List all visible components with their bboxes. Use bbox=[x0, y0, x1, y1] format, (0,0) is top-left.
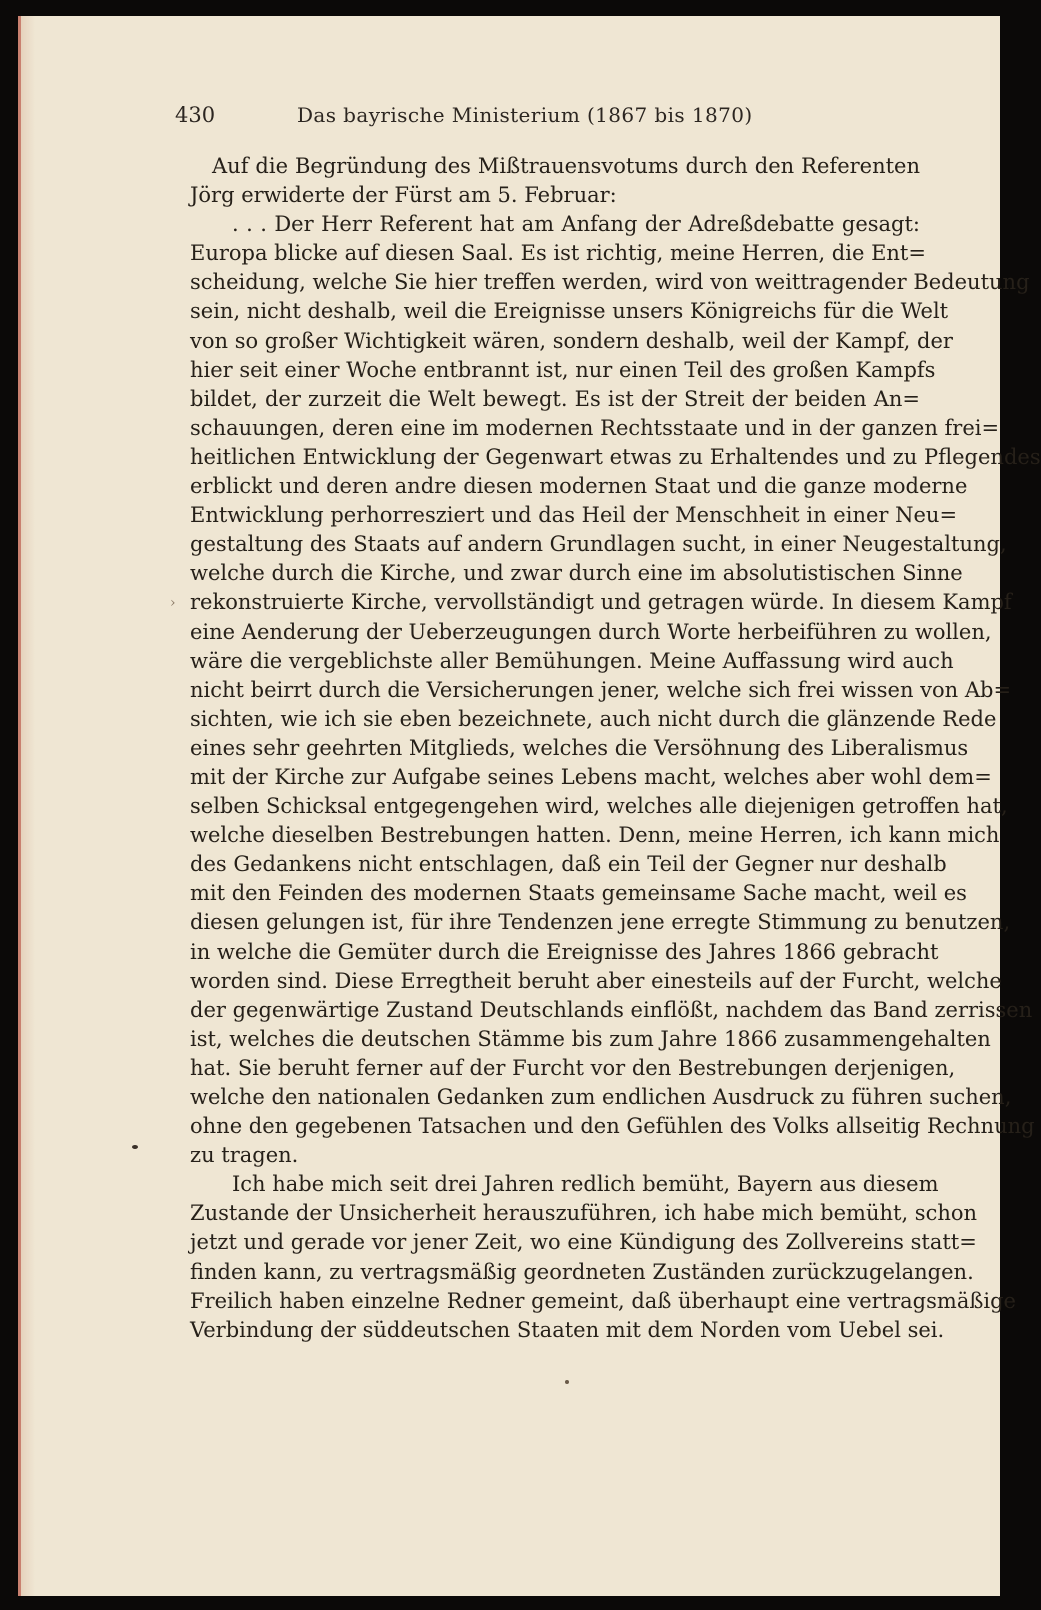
text-line: Ich habe mich seit drei Jahren redlich bemüht, Bayern aus diesem bbox=[232, 1172, 939, 1197]
text-line: bildet, der zurzeit die Welt bewegt. Es ist der Streit der beiden An= bbox=[190, 386, 920, 411]
text-line: selben Schicksal entgegengehen wird, welches alle diejenigen getroffen hat, bbox=[190, 794, 1008, 819]
text-line: wäre die vergeblichste aller Bemühungen. Meine Auffassung wird auch bbox=[190, 648, 954, 673]
text-line: worden sind. Diese Erregtheit beruht aber einesteils auf der Furcht, welche bbox=[190, 968, 1002, 993]
text-line: zu tragen. bbox=[190, 1143, 299, 1168]
text-line: mit den Feinden des modernen Staats gemeinsame Sache macht, weil es bbox=[190, 881, 967, 906]
text-line: erblickt und deren andre diesen modernen Staat und die ganze moderne bbox=[190, 474, 968, 499]
text-line: des Gedankens nicht entschlagen, daß ein Teil der Gegner nur deshalb bbox=[190, 852, 947, 877]
ink-speck bbox=[132, 1145, 138, 1149]
running-head: Das bayrische Ministerium (1867 bis 1870) bbox=[297, 103, 753, 127]
text-line: in welche die Gemüter durch die Ereignisse des Jahres 1866 gebracht bbox=[190, 939, 939, 964]
text-line: mit der Kirche zur Aufgabe seines Lebens macht, welches aber wohl dem= bbox=[190, 764, 992, 789]
text-line: Zustande der Unsicherheit herauszuführen, ich habe mich bemüht, schon bbox=[190, 1201, 978, 1226]
text-line: welche durch die Kirche, und zwar durch eine im absolutistischen Sinne bbox=[190, 561, 963, 586]
text-line: ohne den gegebenen Tatsachen und den Gefühlen des Volks allseitig Rechnung bbox=[190, 1114, 1035, 1139]
text-line: hier seit einer Woche entbrannt ist, nur einen Teil des großen Kampfs bbox=[190, 357, 936, 382]
text-line: welche dieselben Bestrebungen hatten. Denn, meine Herren, ich kann mich bbox=[190, 823, 1000, 848]
text-line: finden kann, zu vertragsmäßig geordneten Zuständen zurückzugelangen. bbox=[190, 1259, 974, 1284]
text-line: Auf die Begründung des Mißtrauensvotums durch den Referenten bbox=[212, 154, 920, 178]
text-line: sein, nicht deshalb, weil die Ereignisse unsers Königreichs für die Welt bbox=[190, 299, 949, 324]
margin-mark: › bbox=[170, 595, 176, 611]
body-text bbox=[190, 152, 1041, 1345]
text-line: sichten, wie ich sie eben bezeichnete, auch nicht durch die glänzende Rede bbox=[190, 706, 997, 731]
text-line: gestaltung des Staats auf andern Grundlagen sucht, in einer Neugestaltung, bbox=[190, 532, 1007, 557]
text-line: heitlichen Entwicklung der Gegenwart etwas zu Erhaltendes und zu Pflegendes bbox=[190, 444, 1041, 469]
text-line: rekonstruierte Kirche, vervollständigt und getragen würde. In diesem Kampf bbox=[190, 590, 1012, 615]
text-line: Verbindung der süddeutschen Staaten mit dem Norden vom Uebel sei. bbox=[190, 1317, 945, 1342]
text-line: Entwicklung perhorresziert und das Heil der Menschheit in einer Neu= bbox=[190, 503, 958, 528]
text-line: scheidung, welche Sie hier treffen werden, wird von weittragender Bedeutung bbox=[190, 270, 1030, 295]
text-line: nicht beirrt durch die Versicherungen jener, welche sich frei wissen von Ab= bbox=[190, 677, 1012, 702]
text-line: hat. Sie beruht ferner auf der Furcht vor den Bestrebungen derjenigen, bbox=[190, 1055, 956, 1080]
ink-speck bbox=[565, 1380, 569, 1384]
page-header bbox=[175, 103, 775, 133]
text-line: eine Aenderung der Ueberzeugungen durch Worte herbeiführen zu wollen, bbox=[190, 619, 992, 644]
page-number: 430 bbox=[175, 103, 216, 127]
text-line: . . . Der Herr Referent hat am Anfang der Adreßdebatte gesagt: bbox=[232, 212, 920, 237]
text-line: schauungen, deren eine im modernen Rechtsstaate und in der ganzen frei= bbox=[190, 415, 1000, 440]
text-line: jetzt und gerade vor jener Zeit, wo eine Kündigung des Zollvereins statt= bbox=[190, 1230, 977, 1255]
text-line: der gegenwärtige Zustand Deutschlands einflößt, nachdem das Band zerrissen bbox=[190, 997, 1033, 1022]
text-line: Europa blicke auf diesen Saal. Es ist richtig, meine Herren, die Ent= bbox=[190, 241, 926, 266]
text-line: welche den nationalen Gedanken zum endlichen Ausdruck zu führen suchen, bbox=[190, 1085, 1012, 1109]
text-line: eines sehr geehrten Mitglieds, welches die Versöhnung des Liberalismus bbox=[190, 735, 969, 760]
text-line: ist, welches die deutschen Stämme bis zum Jahre 1866 zusammengehalten bbox=[190, 1026, 991, 1051]
text-line: diesen gelungen ist, für ihre Tendenzen jene erregte Stimmung zu benutzen, bbox=[190, 910, 1011, 935]
text-line: Freilich haben einzelne Redner gemeint, daß überhaupt eine vertragsmäßige bbox=[190, 1288, 1016, 1313]
text-line: von so großer Wichtigkeit wären, sondern deshalb, weil der Kampf, der bbox=[190, 328, 953, 353]
text-line: Jörg erwiderte der Fürst am 5. Februar: bbox=[190, 183, 617, 208]
